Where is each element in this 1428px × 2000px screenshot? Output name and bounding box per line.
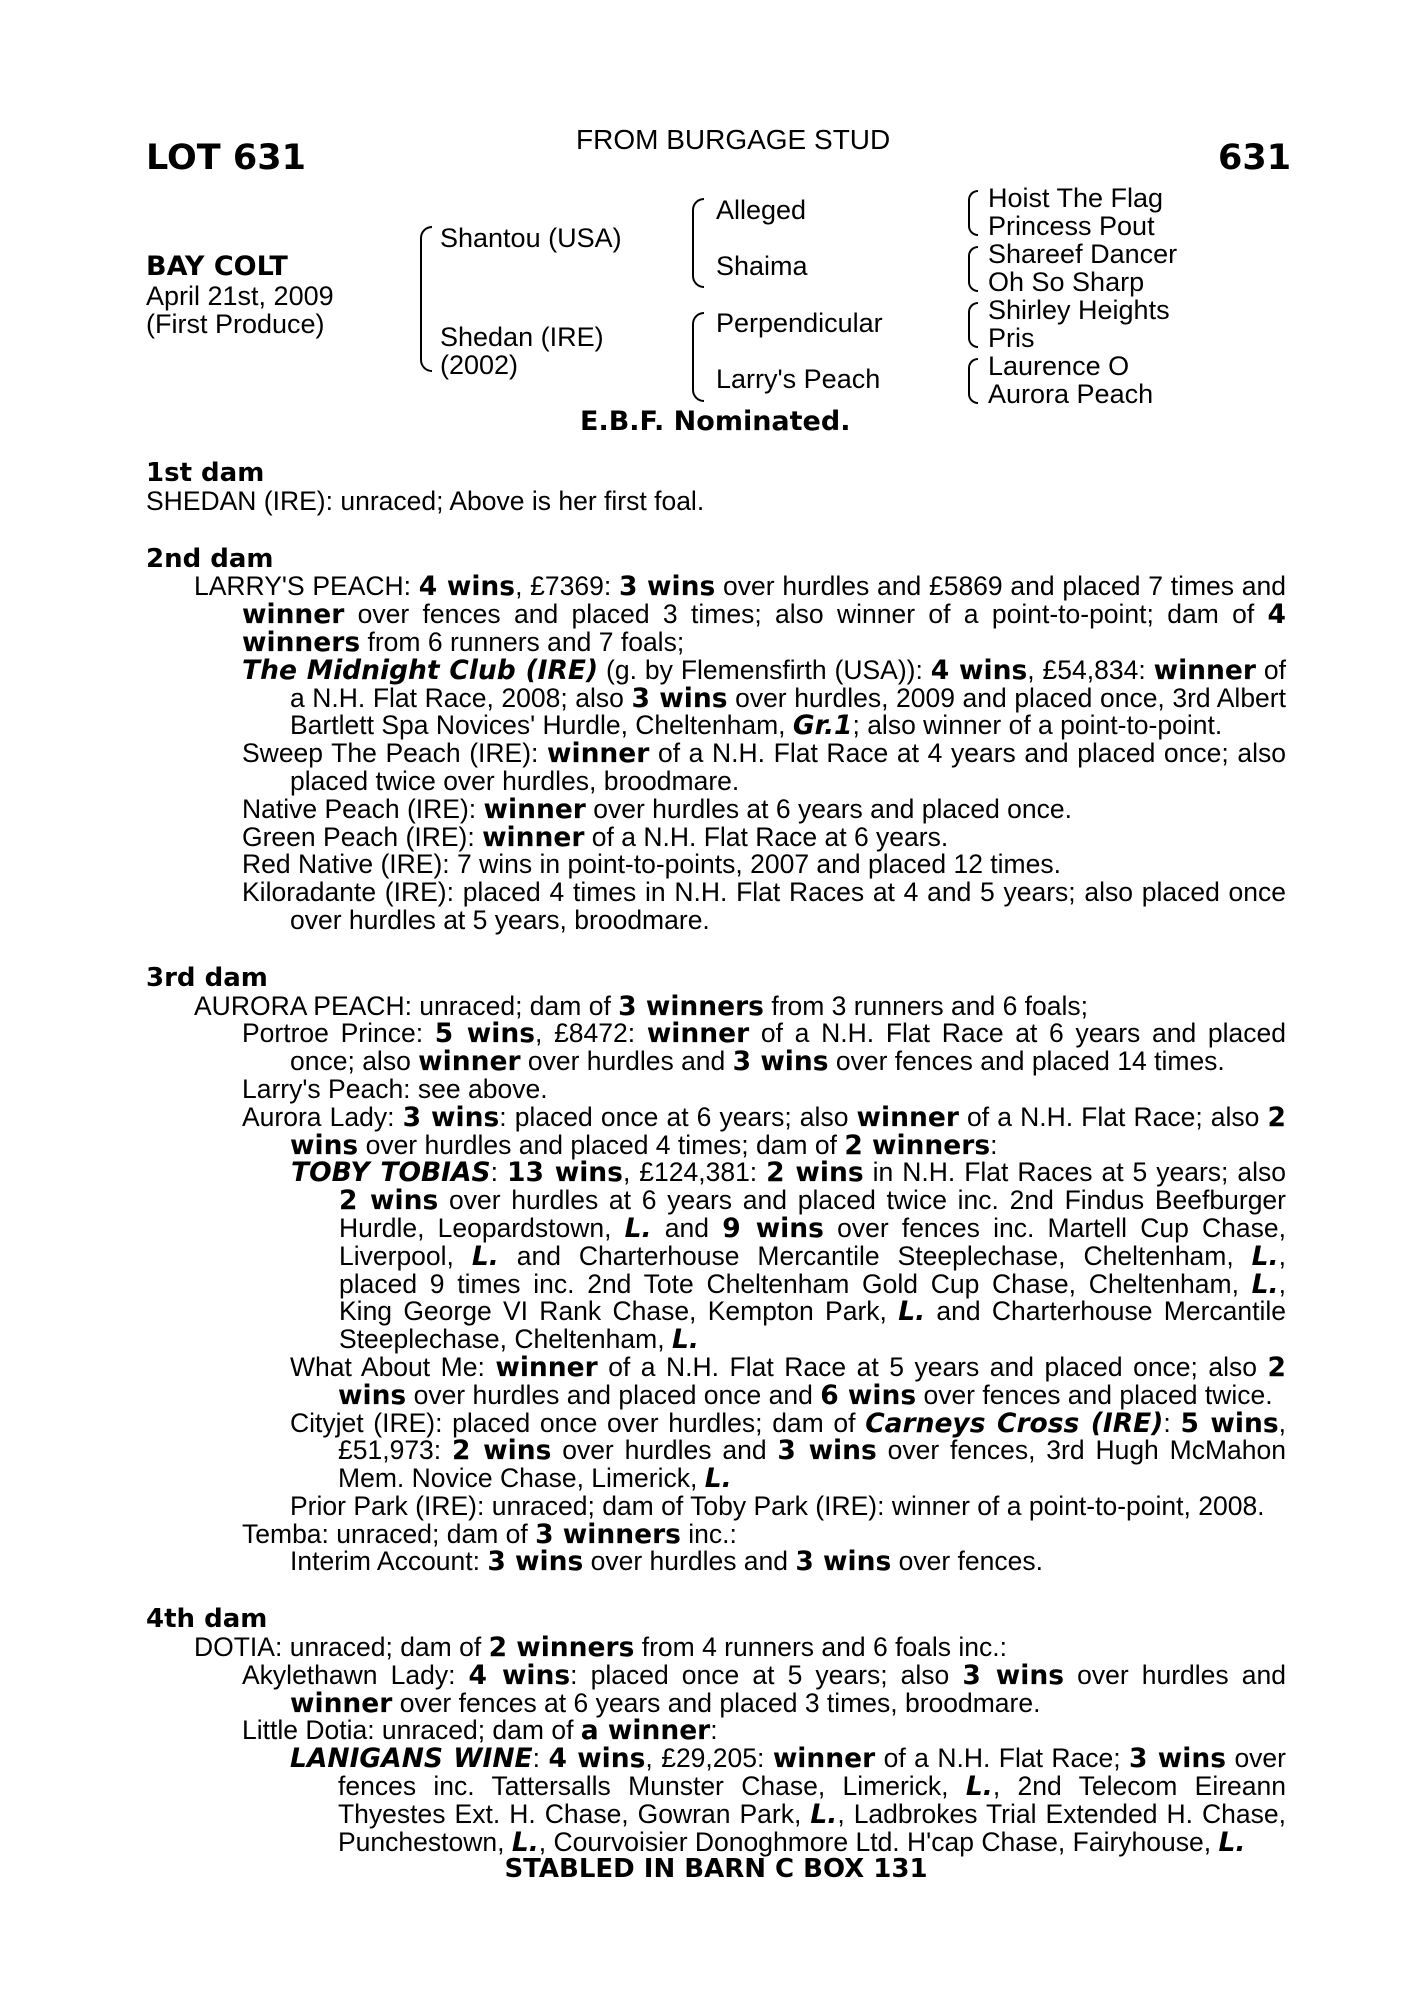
progeny-item: Little Dotia: unraced; dam of a winner:	[242, 1715, 718, 1747]
lot-number: 631	[1218, 138, 1292, 178]
stabling-note: STABLED IN BARN C BOX 131	[504, 1854, 928, 1885]
gg-8: Aurora Peach	[988, 379, 1154, 409]
pedigree-notes	[146, 460, 1286, 1884]
dam-dam: Larry's Peach	[716, 364, 881, 394]
gg-4: Oh So Sharp	[988, 267, 1145, 297]
progeny-item: TOBY TOBIAS: 13 wins, £124,381: 2 wins in N.H. Flat Races at 5 years; also 2 wins over hurdles at 6 years and placed twice inc. 2nd Findus Beefburger Hurdle, Leopardstown, L. and 9 wins over fences inc. Martell Cup Chase, Liverpool, L. and Charterhouse Mercantile Steeplechase, Cheltenham, L., placed 9 times inc. 2nd Tote Cheltenham Gold Cup Chase, Cheltenham, L., King George VI Rank Chase, Kempton Park, L. and Charterhouse Mercantile Steeplechase, Cheltenham, L.	[291, 1157, 1287, 1356]
foaling-date: April 21st, 2009	[146, 281, 334, 311]
fourth-dam-text: DOTIA: unraced; dam of 2 winners from 4 runners and 6 foals inc.:	[194, 1632, 1008, 1664]
third-dam-heading: 3rd dam	[146, 962, 268, 993]
progeny-item: LANIGANS WINE: 4 wins, £29,205: winner of a N.H. Flat Race; 3 wins over fences inc. Tattersalls Munster Chase, Limerick, L., 2nd Telecom Eireann Thyestes Ext. H. Chase, Gowran Park, L., Ladbrokes Trial Extended H. Chase, Punchestown, L., Courvoisier Donoghmore Ltd. H'cap Chase, Fairyhouse, L.	[290, 1743, 1286, 1858]
produce-note: (First Produce)	[146, 309, 325, 339]
progeny-item: Larry's Peach: see above.	[242, 1073, 548, 1104]
dam-year: (2002)	[440, 350, 519, 380]
ebf-note: E.B.F. Nominated.	[580, 406, 851, 437]
progeny-item: Cityjet (IRE): placed once over hurdles; dam of Carneys Cross (IRE): 5 wins, £51,973: 2 wins over hurdles and 3 wins over fences, 3rd Hugh McMahon Mem. Novice Chase, Limerick, L.	[290, 1407, 1286, 1495]
pedigree-bracket-sire	[692, 198, 704, 288]
gg-7: Laurence O	[988, 351, 1130, 381]
progeny-item: Temba: unraced; dam of 3 winners inc.:	[242, 1518, 737, 1550]
first-dam-heading: 1st dam	[146, 458, 265, 488]
progeny-item: Sweep The Peach (IRE): winner of a N.H. Flat Race at 4 years and placed once; also placed twice over hurdles, broodmare.	[242, 738, 1286, 796]
progeny-item: What About Me: winner of a N.H. Flat Race at 5 years and placed once; also 2 wins over hurdles and placed once and 6 wins over fences and placed twice.	[290, 1351, 1286, 1411]
progeny-item: Prior Park (IRE): unraced; dam of Toby Park (IRE): winner of a point-to-point, 2008.	[290, 1490, 1265, 1521]
lot-label: LOT 631	[146, 138, 306, 178]
gg-6: Pris	[988, 323, 1035, 353]
gg-1: Hoist The Flag	[988, 183, 1164, 213]
fourth-dam-heading: 4th dam	[146, 1604, 268, 1635]
sire-sire: Alleged	[716, 195, 807, 225]
progeny-item: The Midnight Club (IRE) (g. by Flemensfirth (USA)): 4 wins, £54,834: winner of a N.H. Flat Race, 2008; also 3 wins over hurdles, 2009 and placed once, 3rd Albert Bartlett Spa Novices' Hurdle, Cheltenham, Gr.1; also winner of a point-to-point.	[242, 654, 1286, 742]
third-dam-text: AURORA PEACH: unraced; dam of 3 winners from 3 runners and 6 foals;	[194, 990, 1089, 1022]
gg-3: Shareef Dancer	[988, 239, 1178, 269]
sire-name: Shantou (USA)	[440, 223, 622, 253]
pedigree-bracket-g2	[968, 246, 978, 292]
dam-sire: Perpendicular	[716, 308, 883, 338]
gg-2: Princess Pout	[988, 211, 1155, 241]
progeny-item: Kiloradante (IRE): placed 4 times in N.H. Flat Races at 4 and 5 years; also placed once over hurdles at 5 years, broodmare.	[242, 877, 1286, 935]
progeny-item: Portroe Prince: 5 wins, £8472: winner of a N.H. Flat Race at 6 years and placed once; also winner over hurdles and 3 wins over fences and placed 14 times.	[242, 1018, 1287, 1078]
pedigree-bracket-g1	[968, 190, 978, 236]
progeny-item: Green Peach (IRE): winner of a N.H. Flat Race at 6 years.	[242, 821, 949, 853]
vendor-heading: FROM BURGAGE STUD	[576, 124, 891, 155]
second-dam-heading: 2nd dam	[146, 543, 274, 574]
sire-dam: Shaima	[716, 251, 808, 281]
pedigree-bracket-main	[420, 226, 432, 372]
second-dam-text: LARRY'S PEACH: 4 wins, £7369: 3 wins over hurdles and £5869 and placed 7 times and winner over fences and placed 3 times; also winner of a point-to-point; dam of 4 winners from 6 runners and 7 foals;	[194, 571, 1287, 658]
pedigree-bracket-g3	[968, 302, 978, 348]
pedigree-bracket-dam	[692, 312, 704, 402]
progeny-item: Aurora Lady: 3 wins: placed once at 6 years; also winner of a N.H. Flat Race; also 2 wins over hurdles and placed 4 times; dam of 2 winners:	[242, 1101, 1286, 1161]
pedigree-bracket-g4	[968, 358, 978, 404]
progeny-item: Interim Account: 3 wins over hurdles and 3 wins over fences.	[290, 1546, 1043, 1578]
dam-name: Shedan (IRE)	[440, 322, 604, 352]
first-dam-text: SHEDAN (IRE): unraced; Above is her first foal.	[146, 485, 705, 516]
gg-5: Shirley Heights	[988, 295, 1170, 325]
horse-sex: BAY COLT	[146, 251, 288, 282]
progeny-item: Red Native (IRE): 7 wins in point-to-points, 2007 and placed 12 times.	[242, 849, 1061, 880]
progeny-item: Native Peach (IRE): winner over hurdles at 6 years and placed once.	[242, 793, 1073, 825]
progeny-item: Akylethawn Lady: 4 wins: placed once at 5 years; also 3 wins over hurdles and winner over fences at 6 years and placed 3 times, broodmare.	[242, 1659, 1286, 1719]
